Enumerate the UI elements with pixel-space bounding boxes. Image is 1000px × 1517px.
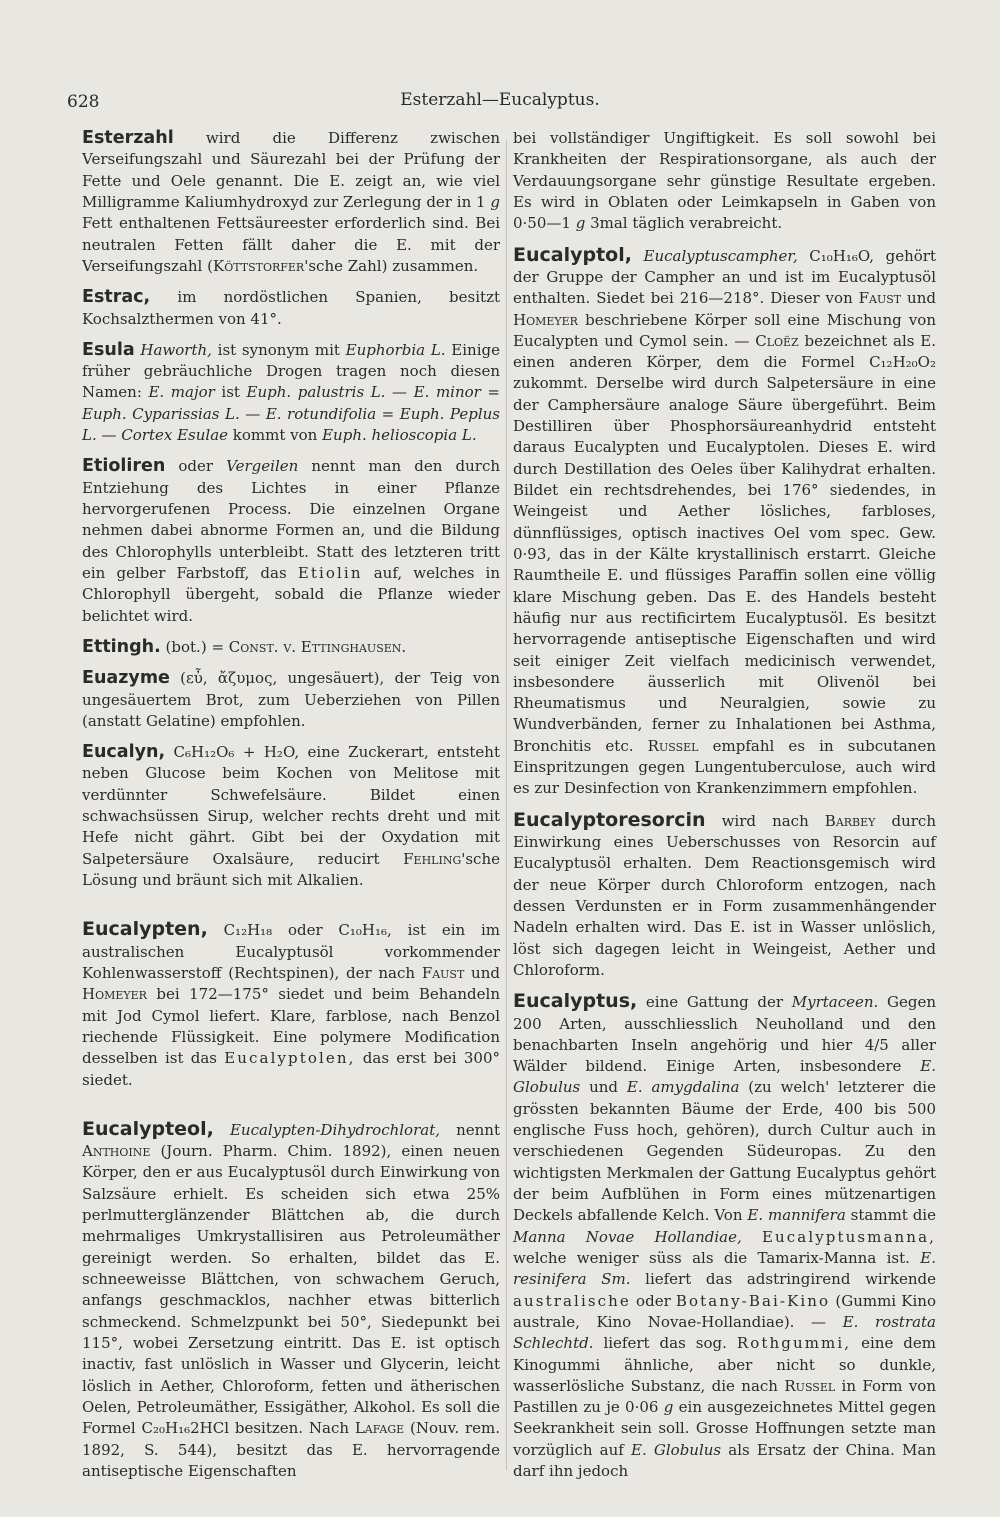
headword: Esula: [82, 339, 135, 360]
entry-eucalyn: [82, 742, 500, 891]
headword: Eucalypten,: [82, 918, 208, 941]
left-column: [82, 128, 500, 1492]
headword: Eucalypteol,: [82, 1117, 214, 1140]
entry-name: Anthoine: [82, 1142, 151, 1161]
entry-spaced: Botany-Bai-Kino: [675, 1291, 831, 1310]
entry-text: C₁₀H₁₆O, gehört der Gruppe der Campher an und ist im Eucalyptusöl enthalten. Siedet bei 216—218°. Dieser von: [513, 246, 936, 308]
entry-text: —: [96, 426, 122, 445]
entry-text: bei 172—175° siedet und beim Behandeln mit Jod Cymol liefert. Klare, farblose, nach Benzol riechende Flüssigkeit. Eine polymere Modification desselben ist das: [82, 985, 500, 1068]
entry-italic: Eucalyptuscampher,: [643, 246, 798, 265]
right-column: [513, 128, 936, 1492]
headword: Etioliren: [82, 456, 166, 477]
entry-text: oder: [165, 457, 227, 476]
entry-text: stammt die: [845, 1206, 936, 1225]
headword: Eucalyptus,: [513, 990, 638, 1013]
entry-name: Homeyer: [513, 310, 578, 329]
spacer: [82, 901, 500, 919]
entry-italic: Euph. palustris L.: [246, 383, 386, 402]
entry-italic: E. Globulus: [631, 1440, 722, 1459]
entry-estrac: [82, 287, 500, 330]
entry-italic: E. rostrata Schlechtd.: [513, 1312, 937, 1353]
headword: Eucalyptol,: [513, 243, 632, 266]
entry-eucalyptus: [513, 991, 936, 1482]
entry-name: Faust: [858, 289, 902, 308]
entry-italic: E. rotundifolia = Euph. Peplus L.: [82, 404, 500, 445]
entry-italic: E. minor = Euph. Cyparissias L.: [82, 383, 500, 423]
entry-text: C₁₂H₁₈ oder C₁₀H₁₆, ist ein im australischen Eucalyptusöl vorkommender Kohlenwasserstoff (Rechtspinen), der nach: [82, 921, 500, 982]
entry-spaced: Etiolin: [297, 563, 363, 582]
headword: Eucalyptoresorcin: [513, 808, 706, 831]
entry-text: 'sche Zahl) zusammen.: [304, 256, 479, 275]
entry-italic: g: [490, 192, 500, 211]
entry-name: Faust: [421, 963, 465, 982]
entry-spaced: Eucalyptusmanna,: [761, 1227, 936, 1246]
entry-ettingh: [82, 637, 500, 658]
entry-text: auf, welches in Chlorophyll übergeht, sobald die Pflanze wieder belichtet wird.: [82, 563, 500, 625]
entry-text: wird die Differenz zwischen Verseifungszahl und Säurezahl bei der Prüfung der Fette und Oele genannt. Die E. zeigt an, wie viel Milligramme Kaliumhydroxyd zur Zerlegung der in 1: [82, 129, 500, 211]
entry-continuation: [513, 128, 936, 235]
entry-name: Lafage: [354, 1419, 405, 1438]
entry-text: und: [901, 289, 936, 308]
entry-text: —: [385, 383, 414, 402]
entry-text: bei vollständiger Ungiftigkeit. Es soll sowohl bei Krankheiten der Respirationsorgane, als auch der Verdauungsorgane sehr günstige Resultate ergeben. Es wird in Oblaten oder Leimkapseln in Gaben von 0·50—1: [513, 129, 936, 233]
entry-text: und: [464, 963, 500, 982]
entry-text: —: [239, 404, 266, 423]
entry-text: und: [580, 1078, 627, 1097]
entry-italic: Haworth,: [140, 340, 212, 359]
entry-eucalypten: [82, 919, 500, 1091]
entry-italic: Euphorbia L.: [345, 340, 446, 359]
spacer: [82, 1101, 500, 1119]
entry-text: oder: [630, 1291, 676, 1310]
entry-eucalyptoresorcin: [513, 810, 936, 982]
entry-text: 'sche Lösung und bräunt sich mit Alkalien.: [82, 849, 500, 889]
entry-name: Russel: [784, 1376, 836, 1395]
column-divider: [506, 140, 507, 1470]
entry-text: nennt man den durch Entziehung des Lichtes in einer Pflanze hervorgerufenen Process. Die einzelnen Organe nehmen dabei abnorme Formen an, und die Bildung des Chlorophylls unterbleibt. Statt des letzteren tritt ein gelber Farbstoff, das: [82, 457, 501, 582]
entry-text: 3mal täglich verabreicht.: [585, 214, 783, 233]
running-head: Esterzahl—Eucalyptus.: [400, 90, 600, 110]
entry-text: C₆H₁₂O₆ + H₂O, eine Zuckerart, entsteht neben Glucose beim Kochen von Melitose mit verdünnter Schwefelsäure. Bildet einen schwachsüssen Sirup, welcher rechts dreht und mit Hefe nicht gährt. Gibt bei der Oxydation mit Salpetersäure Oxalsäure, reducirt: [82, 743, 500, 868]
headword: Eucalyn,: [82, 742, 166, 763]
entry-text: (Gummi Kino australe, Kino Novae-Hollandiae). —: [513, 1291, 936, 1331]
entry-text: (zu welch' letzterer die grössten bekannten Bäume der Erde, 400 bis 500 englische Fuss hoch, gehören), durch Cultur auch in verschiedenen Gegenden Südeuropas. Zu den wichtigsten Merkmalen der Gattung Eucalyptus gehört der beim Aufblühen in Form eines mützenartigen Deckels abfallende Kelch. Von: [513, 1078, 936, 1225]
entry-italic: Vergeilen: [226, 457, 299, 476]
entry-italic: E. Globulus: [513, 1057, 936, 1097]
entry-text: liefert das adstringirend wirkende: [630, 1270, 937, 1289]
entry-italic: g: [575, 214, 586, 233]
entry-text: im nordöstlichen Spanien, besitzt Kochsalzthermen von 41°.: [82, 288, 500, 328]
entry-italic: Euph. helioscopia L.: [322, 426, 477, 445]
entry-text: ein ausgezeichnetes Mittel gegen Seekrankheit sein soll. Grosse Hoffnungen setzte man vorzüglich auf: [513, 1398, 936, 1459]
entry-text: ist: [214, 383, 247, 402]
entry-name: Homeyer: [82, 985, 147, 1004]
entry-eucalypteol: [82, 1119, 500, 1482]
entry-text: Fett enthaltenen Fettsäureester erforderlich sind. Bei neutralen Fetten fällt daher die E. mit der Verseifungszahl (: [82, 214, 500, 275]
entry-italic: Myrtaceen.: [791, 993, 879, 1012]
entry-text: liefert das sog.: [593, 1334, 737, 1353]
headword: Ettingh.: [82, 636, 161, 657]
entry-name: Russel: [647, 736, 699, 755]
entry-text: als Ersatz der China. Man darf ihn jedoch: [513, 1440, 937, 1481]
entry-spaced: Rothgummi,: [736, 1334, 852, 1353]
entry-text: [742, 1228, 762, 1246]
entry-text: welche weniger süss als die Tamarix-Manna ist.: [513, 1248, 921, 1267]
entry-esula: [82, 340, 500, 447]
entry-text: (bot.) =: [160, 637, 229, 656]
entry-italic: g: [663, 1398, 674, 1417]
entry-text: das erst bei 300° siedet.: [82, 1049, 500, 1089]
entry-euazyme: [82, 668, 500, 732]
entry-italic: Eucalypten-Dihydrochlorat,: [229, 1120, 440, 1139]
entry-text: Einige früher gebräuchliche Drogen tragen noch diesen Namen:: [82, 340, 500, 402]
entry-italic: E. mannifera: [747, 1206, 846, 1225]
headword: Estrac,: [82, 287, 151, 308]
entry-text: (Journ. Pharm. Chim. 1892), einen neuen Körper, den er aus Eucalyptusöl durch Einwirkung von Salzsäure erhielt. Es scheiden sich etwa 25% perlmutterglänzender Blättchen ab, die durch mehrmaliges Umkrystallisiren aus Petroleumäther gereinigt werden. So erhalten, bildet das E. schneeweisse Blättchen, von schwachem Geruch, anfangs geschmacklos, nachher etwas bitterlich schmeckend. Schmelzpunkt bei 50°, Siedepunkt bei 115°, wobei Zersetzung eintritt. Das E. ist optisch inactiv, fast unlöslich in Wasser und Glycerin, leicht löslich in Aether, Chloroform, fetten und ätherischen Oelen, Petroleumäther, Essigäther, Alkohol. Es soll die Formel C₂₀H₁₆2HCl besitzen. Nach: [82, 1142, 500, 1438]
entry-text: nennt: [440, 1120, 500, 1139]
entry-name: Cloëz: [755, 331, 799, 350]
entry-text: bezeichnet als E. einen anderen Körper, dem die Formel C₁₂H₂₀O₂ zukommt. Derselbe wird durch Salpetersäure in eine der Camphersäure analoge Säure übergeführt. Beim Destilliren über Phosphorsäureanhydrid entsteht daraus Eucalypten und Eucalyptolen. Dieses E. wird durch Destillation des Oeles über Kalihydrat erhalten. Bildet ein rechtsdrehendes, bei 176° siedendes, in Weingeist und Aether lösliches, farbloses, dünnflüssiges, optisch inactives Oel vom spec. Gew. 0·93, das in der Kälte krystallinisch erstarrt. Gleiche Raumtheile E. und flüssiges Paraffin sollen eine völlig klare Mischung geben. Das E. des Handels besteht häufig nur aus rectificirtem Eucalyptusöl. Es besitzt hervorragende antiseptische Eigenschaften und wird seit einiger Zeit vielfach medicinisch verwendet, insbesondere äusserlich mit Olivenöl bei Rheumatismus und Neuralgien, sowie zu Wundverbänden, ferner zu Inhalationen bei Asthma, Bronchitis etc.: [513, 331, 936, 755]
entry-esterzahl: [82, 128, 500, 277]
entry-text: durch Einwirkung eines Ueberschusses von Resorcin auf Eucalyptusöl erhalten. Dem Reactionsgemisch wird der neue Körper durch Chloroform entzogen, nach dessen Verdunsten er in Form zusammenhängender Nadeln erhalten wird. Das E. ist in Wasser unlöslich, löst sich dagegen leicht in Weingeist, Aether und Chloroform.: [513, 811, 936, 979]
entry-spaced: australische: [513, 1291, 631, 1310]
headword: Euazyme: [82, 668, 170, 689]
entry-text: eine dem Kinogummi ähnliche, aber nicht so dunkle, wasserlösliche Substanz, die nach: [513, 1334, 937, 1395]
entry-eucalyptol: [513, 245, 936, 800]
entry-text: in Form von Pastillen zu je 0·06: [513, 1376, 936, 1417]
entry-spaced: Eucalyptolen,: [224, 1049, 356, 1068]
entry-text: (εὖ, ἄζυμος, ungesäuert), der Teig von ungesäuertem Brot, zum Ueberziehen von Pillen (anstatt Gelatine) empfohlen.: [82, 669, 500, 730]
entry-italic: E. amygdalina: [626, 1078, 740, 1097]
entry-text: kommt von: [228, 426, 323, 445]
entry-name: Fehling: [403, 849, 462, 868]
entry-text: eine Gattung der: [637, 993, 792, 1012]
entry-text: (Nouv. rem. 1892, S. 544), besitzt das E. hervorragende antiseptische Eigenschaften: [82, 1419, 500, 1480]
entry-text: ist synonym mit: [211, 340, 346, 359]
entry-text: beschriebene Körper soll eine Mischung von Eucalypten und Cymol sein. —: [513, 310, 936, 350]
entry-name: Köttstorfer: [212, 256, 305, 275]
entry-text: wird nach: [705, 811, 825, 830]
entry-italic: E. resinifera Sm.: [513, 1248, 936, 1289]
page-number: 628: [67, 92, 100, 112]
entry-text: Gegen 200 Arten, ausschliesslich Neuholland und den benachbarten Inseln angehörig und hier 4/5 aller Wälder bildend. Einige Arten, insbesondere: [513, 993, 936, 1076]
entry-italic: Manna Novae Hollandiae,: [513, 1227, 742, 1246]
headword: Esterzahl: [82, 128, 174, 148]
entry-etioliren: [82, 456, 500, 627]
entry-italic: Cortex Esulae: [121, 426, 229, 445]
entry-text: empfahl es in subcutanen Einspritzungen gegen Lungentuberculose, auch wird es zur Desinfection von Krankenzimmern empfohlen.: [513, 736, 936, 798]
entry-name: Const. v. Ettinghausen.: [228, 637, 407, 656]
entry-italic: E. major: [148, 383, 215, 402]
entry-name: Barbey: [824, 811, 876, 830]
